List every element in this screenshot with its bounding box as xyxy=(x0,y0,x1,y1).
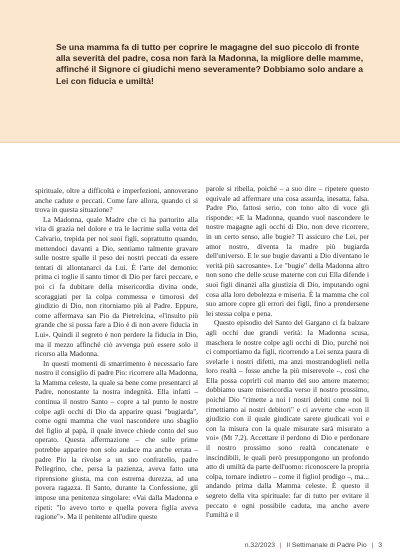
footer-separator: | xyxy=(279,542,282,549)
footer-separator: | xyxy=(371,542,374,549)
page-footer xyxy=(245,542,382,549)
publication-name: Il Settimanale di Padre Pio xyxy=(286,542,367,549)
page-number: 3 xyxy=(378,542,382,549)
article-column-left xyxy=(35,186,198,522)
paragraph: Questo episodio del Santo del Gargano ci fa balzare agli occhi due grandi verità: la Madonna scusa, maschera le nostre colpe agli occhi di Dio, purché noi ci comportiamo da figli, ricorrendo a Lei senza paura di svelarle i nostri difetti, ma anzi mostrandoglieli nella loro realtà – fosse anche la più miserevole –, così che Ella possa coprirli col manto del suo amore materno; dobbiamo usare misericordia verso il nostro prossimo, poiché Dio "rimette a noi i nostri debiti come noi li rimettiamo ai nostri debitori" e ci avverte che «con il giudizio con il quale giudicate sarete giudicati voi e con la misura con la quale misurate sarà misurato a voi» (Mt 7,2). Accettare il perdono di Dio e perdonare il nostro prossimo sono realtà concatenate e inscindibili, le quali però presuppongono un profondo atto di umiltà da parte dell'uomo: riconoscere la propria colpa, tornare indietro – come il figliol prodigo –, ma... andando prima dalla Mamma celeste. È questo il segreto della vita spirituale: far di tutto per evitare il peccato e ogni possibile caduta, ma anche avere l'umiltà e il xyxy=(206,318,369,520)
paragraph: parole si ribella, poiché – a suo dire – ripetere questo equivale ad affermare una cosa assurda, inesatta, falsa. Padre Pio, fattosi serio, con tono alto di voce gli risponde: «E la Madonna, quando vuol nascondere le nostre magagne agli occhi di Dio, non deve ricorrere, in un certo senso, alle bugie? Ti assicuro che Lei, per amor nostro, diventa la madre più bugiarda dell'universo. E le sue bugie davanti a Dio diventano le verità più sacrosante». Le "bugie" della Madonna altro non sono che delle scuse materne con cui Ella difende i suoi figli dinanzi alla giustizia di Dio, imputando ogni cosa alla loro debolezza e miseria. È la mamma che col suo amore copre gli errori dei figli, fino a prendersene lei stessa colpa e pena. xyxy=(206,184,369,318)
article-column-right xyxy=(206,184,369,520)
paragraph: spirituale, oltre a difficoltà e imperfezioni, annoverano anche cadute e peccati. Come fare allora, quando ci si trova in questa situazione? xyxy=(35,186,198,215)
quote-banner xyxy=(0,0,400,143)
issue-number: n.32/2023 xyxy=(244,542,276,549)
banner-quote: Se una mamma fa di tutto per coprire le magagne del suo piccolo di fronte alla severità del padre, cosa non farà la Madonna, la migliore delle mamme, affinché il Signore ci giudichi meno severamente? Dobbiamo solo andare a Lei con fiducia e umiltà! xyxy=(56,42,364,86)
paragraph: In questi momenti di smarrimento è necessario fare nostro il consiglio di padre Pio: ricorrere alla Madonna, la Mamma celeste, la quale sa bene come presentarci al Padre, nonostante la nostra indegnità. Ella infatti – continua il nostro Santo – copre a tal punto le nostre colpe agli occhi di Dio da apparire quasi "bugiarda", come ogni mamma che vuol nascondere uno sbaglio del figlio al papà, il quale invece chiede conto del suo operato. Questa affermazione – che sulle prime potrebbe apparire non solo audace ma anche errata – padre Pio la rivolse a un suo confratello, padre Pellegrino, che, persa la pazienza, aveva fatto una riprensione giusta, ma con estrema durezza, ad una povera ragazza. Il Santo, durante la Confessione, gli impose una penitenza singolare: «Vai dalla Madonna e ripeti: "Io avevo torto e quella povera figlia aveva ragione"». Ma il penitente all'udire queste xyxy=(35,358,198,522)
paragraph: La Madonna, quale Madre che ci ha partorito alla vita di grazia nel dolore e tra le lacrime sulla vetta del Calvario, trepida per noi suoi figli, soprattutto quando, mettendoci davanti a Dio, sentiamo talmente gravare sulle nostre spalle il peso dei nostri peccati da essere tentati di allontanarci da Lui. È l'arte del demonio: prima ci toglie il santo timor di Dio per farci peccare, e poi ci fa dubitare della misericordia divina onde, scoraggiati per la colpa commessa e timorosi del giudizio di Dio, non ritorniamo più al Padre. Eppure, come affermava san Pio da Pietrelcina, «l'insulto più grande che si possa fare a Dio è di non avere fiducia in Lui». Quindi il segreto è non perdere la fiducia in Dio, ma il mezzo affinché ciò avvenga può essere solo il ricorso alla Madonna. xyxy=(35,214,198,359)
